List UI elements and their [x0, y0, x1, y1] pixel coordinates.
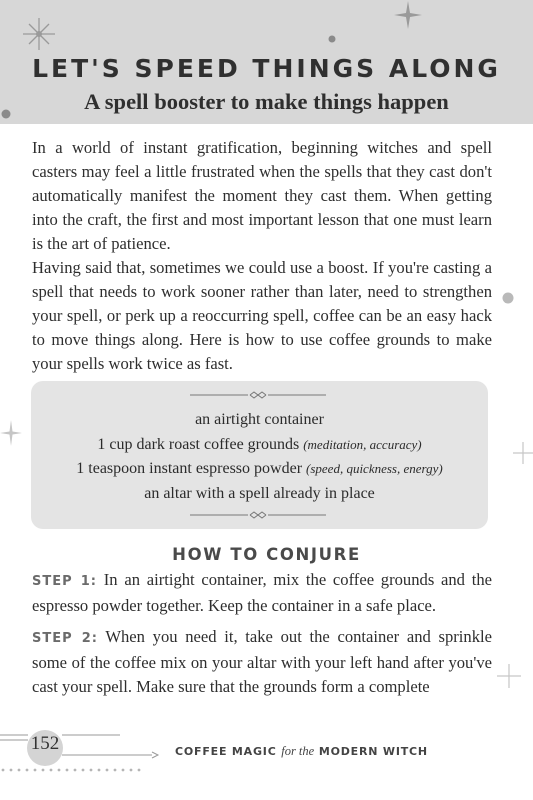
ingredient-note: (speed, quickness, energy)	[306, 461, 443, 476]
dot-icon	[327, 34, 337, 44]
step-text: When you need it, take out the container and sprinkle some of the coffee mix on your altar with your left hand after you've cast your spell. Make sure that the grounds form a complete	[32, 627, 492, 696]
step-text: In an airtight container, mix the coffee grounds and the espresso powder together. Keep the container in a safe place.	[32, 570, 492, 615]
ingredient-item: 1 cup dark roast coffee grounds (meditation, accuracy)	[97, 436, 422, 453]
sparkle-icon	[497, 664, 521, 688]
ingredient-item: an altar with a spell already in place	[144, 485, 375, 502]
step-paragraph	[32, 625, 492, 699]
ornament-divider	[188, 510, 328, 520]
step-label: STEP 2:	[32, 631, 98, 646]
section-heading: HOW TO CONJURE	[172, 545, 361, 564]
ingredients-box	[31, 381, 488, 529]
ingredient-note: (meditation, accuracy)	[303, 437, 422, 452]
step-paragraph	[32, 568, 492, 618]
running-head: COFFEE MAGIC for the MODERN WITCH	[175, 744, 428, 758]
intro-paragraph: Having said that, sometimes we could use a boost. If you're casting a spell that needs to work sooner rather than later, need to strengthen your spell, or perk up a reoccurring spell, coffee can be an easy hack to move things along. Here is how to use coffee grounds to make your spells work twice as fast.	[32, 258, 492, 373]
page-subtitle: A spell booster to make things happen	[84, 89, 449, 114]
sparkle-icon	[394, 1, 422, 29]
step-label: STEP 1:	[32, 574, 98, 589]
ingredient-item: an airtight container	[195, 411, 324, 428]
page-title: LET'S SPEED THINGS ALONG	[32, 54, 501, 83]
intro-paragraph: In a world of instant gratification, beginning witches and spell casters may feel a little frustrated when the spells that they cast don't automatically manifest the moment they cast them. When getting into the craft, the first and most important lesson that one must learn is the art of patience.	[32, 138, 492, 253]
ingredient-item: 1 teaspoon instant espresso powder (speed, quickness, energy)	[76, 460, 443, 477]
sparkle-icon	[513, 442, 533, 464]
sparkle-icon	[22, 17, 56, 51]
dot-icon	[501, 291, 515, 305]
page-number: 152	[30, 733, 60, 754]
ornament-divider	[188, 390, 328, 400]
sparkle-icon	[0, 420, 22, 446]
